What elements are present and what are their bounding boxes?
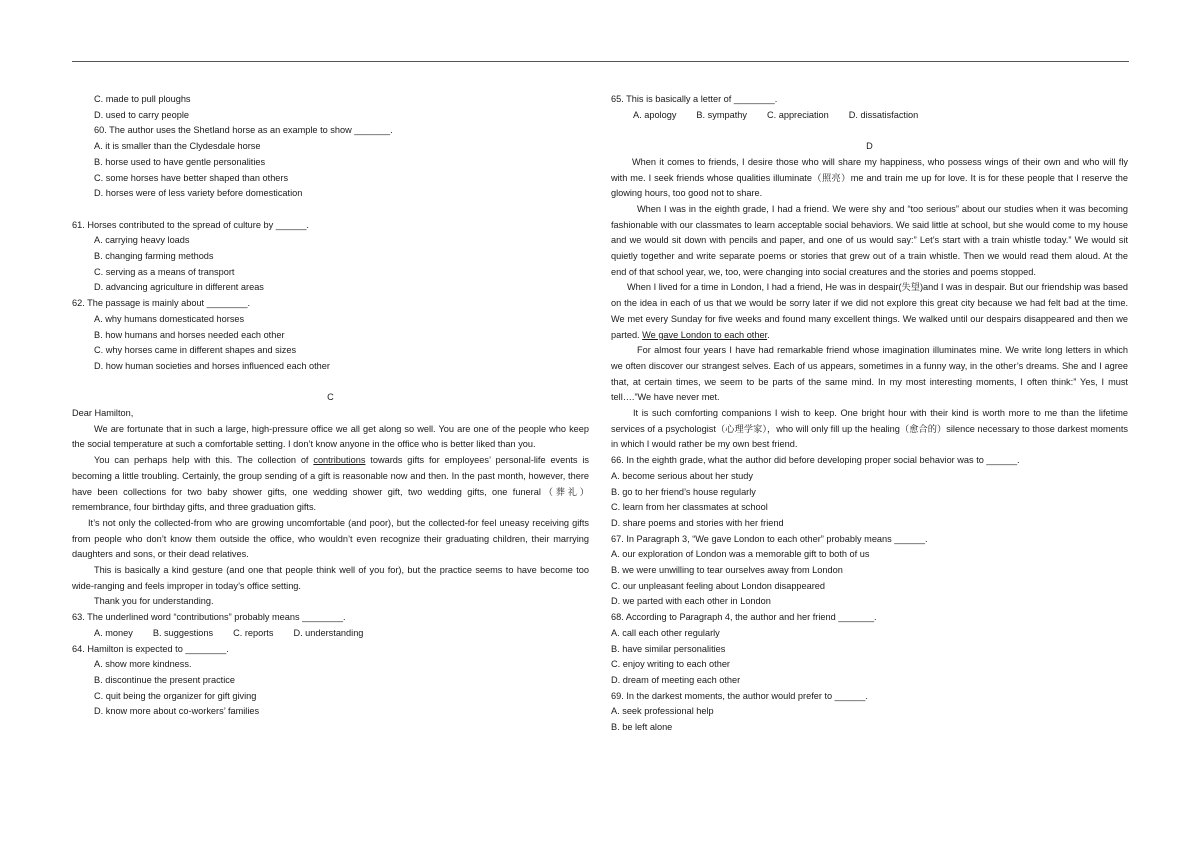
passage-c-paragraph-3: It’s not only the collected-from who are growing uncomfortable (and poor), but the collected-for feel uneasy receiving gifts from people who don’t know them outside the office, who wouldn’t even recognize their graduating children, their marrying daughters and sons, or their dead relatives. <box>72 517 589 560</box>
q59-option-c: C. made to pull ploughs <box>94 94 191 104</box>
q63-option-a: A. money <box>94 627 133 638</box>
q66-option-c: C. learn from her classmates at school <box>611 502 768 513</box>
q64-option-b: B. discontinue the present practice <box>94 674 235 685</box>
q69-option-a: A. seek professional help <box>611 706 714 717</box>
passage-d-paragraph-3: When I lived for a time in London, I had a friend, He was in despair(失望)and I was in despair. But our friendship was based on the idea in each of us that we would be sorry later if we did not explore this great city because we had felt bad at the time. We met every Sunday for five weeks and found many excellent things. We walked until our despairs disappeared and then we parted. We gave London to each other. <box>611 282 1128 340</box>
q68-option-b: B. have similar personalities <box>611 643 726 654</box>
q64-option-c: C. quit being the organizer for gift giving <box>94 690 257 701</box>
q63-stem: 63. The underlined word “contributions” probably means ________. <box>72 612 346 623</box>
letter-closing: Thank you for understanding. <box>94 596 214 607</box>
q69-option-b: B. be left alone <box>611 722 673 733</box>
q67-option-b: B. we were unwilling to tear ourselves away from London <box>611 565 843 576</box>
q69-stem: 69. In the darkest moments, the author would prefer to ______. <box>611 690 868 701</box>
q62-option-c: C. why horses came in different shapes and sizes <box>94 345 297 356</box>
passage-c-paragraph-4: This is basically a kind gesture (and one that people think well of you for), but the practice seems to have become too wide-ranging and feels improper in today’s office setting. <box>72 565 589 591</box>
q67-option-c: C. our unpleasant feeling about London disappeared <box>611 580 826 591</box>
q66-option-a: A. become serious about her study <box>611 470 753 481</box>
q65-options <box>611 108 1128 124</box>
q68-option-c: C. enjoy writing to each other <box>611 659 730 670</box>
left-column <box>72 92 589 720</box>
passage-d-label: D <box>866 141 873 152</box>
q68-option-a: A. call each other regularly <box>611 627 720 638</box>
q65-option-d: D. dissatisfaction <box>848 109 919 120</box>
q68-option-d: D. dream of meeting each other <box>611 675 741 685</box>
q61-option-c: C. serving as a means of transport <box>94 266 235 277</box>
q65-option-b: B. sympathy <box>696 109 747 120</box>
q63-option-d: D. understanding <box>293 627 364 638</box>
q66-stem: 66. In the eighth grade, what the author did before developing proper social behavior was to ______. <box>611 455 1020 466</box>
q67-option-a: A. our exploration of London was a memorable gift to both of us <box>611 549 870 560</box>
passage-c-label: C <box>327 392 334 403</box>
q64-option-a: A. show more kindness. <box>94 659 192 670</box>
q67-stem: 67. In Paragraph 3, “We gave London to each other” probably means ______. <box>611 533 928 544</box>
passage-d-paragraph-4: For almost four years I have had remarkable friend whose imagination illuminates mine. We write long letters in which we often discover our strangest selves. Each of us appears, sometimes in a funny way, in the other’s dreams. She and I agree that, at certain times, we seem to be parts of the same mind. In my most interesting moments, I often think:” Yes, I must tell….”We have never met. <box>611 345 1128 403</box>
q60-option-d: D. horses were of less variety before domestication <box>94 188 303 199</box>
q59-option-d: D. used to carry people <box>94 109 189 120</box>
q64-stem: 64. Hamilton is expected to ________. <box>72 643 229 654</box>
passage-c-paragraph-2: You can perhaps help with this. The collection of contributions towards gifts for employees’ personal-life events is becoming a little troubling. Certainly, the group sending of a gift is reasonable now and then. In the past month, however, there have been collections for two baby shower gifts, one wedding shower gift, two wedding gifts, one funeral（葬礼）remembrance, four birthday gifts, and three graduation gifts. <box>72 455 589 513</box>
q66-option-b: B. go to her friend’s house regularly <box>611 486 756 497</box>
q68-stem: 68. According to Paragraph 4, the author and her friend _______. <box>611 612 877 623</box>
underlined-phrase-gave-london: We gave London to each other <box>642 329 768 340</box>
underlined-word-contributions: contributions <box>313 455 366 466</box>
q60-stem: 60. The author uses the Shetland horse as an example to show _______. <box>94 125 393 136</box>
q63-option-b: B. suggestions <box>152 627 214 638</box>
letter-salutation: Dear Hamilton, <box>72 408 134 419</box>
q62-option-b: B. how humans and horses needed each other <box>94 329 285 340</box>
q62-option-a: A. why humans domesticated horses <box>94 313 245 324</box>
q67-option-d: D. we parted with each other in London <box>611 596 771 607</box>
q60-option-b: B. horse used to have gentle personalities <box>94 156 266 167</box>
q63-options <box>72 626 589 642</box>
q61-option-a: A. carrying heavy loads <box>94 235 190 246</box>
q65-stem: 65. This is basically a letter of ________. <box>611 94 778 104</box>
q61-option-b: B. changing farming methods <box>94 251 214 262</box>
passage-d-paragraph-1: When it comes to friends, I desire those who will share my happiness, who possess wings of their own and who will fly with me. I seek friends whose qualities illuminate（照亮）me and train me up for love. It is for these people that I reserve the glowing hours, too good not to share. <box>611 156 1128 199</box>
q66-option-d: D. share poems and stories with her friend <box>611 517 784 528</box>
q63-option-c: C. reports <box>233 627 274 638</box>
top-rule <box>72 61 1129 62</box>
q65-option-c: C. appreciation <box>766 109 829 120</box>
passage-c-paragraph-1: We are fortunate that in such a large, high-pressure office we all get along so well. You are one of the people who keep the social temperature at such a comfortable setting. I don’t know anyone in the office who is better liked than you. <box>72 423 589 450</box>
q62-option-d: D. how human societies and horses influenced each other <box>94 360 330 371</box>
passage-d-paragraph-2: When I was in the eighth grade, I had a friend. We were shy and “too serious” about our studies when it was becoming fashionable with our classmates to learn acceptable social behaviors. We said little at school, but she would come to my house and we would sit down with pencils and paper, and one of us would say:” Let’s start with a train whistle today.” We would sit quietly together and write separate poems or stories that grew out of a train whistle. Then we would read them aloud. At the end of that school year, we, too, were changing into social creatures and the stories and poems stopped. <box>611 203 1128 277</box>
q60-option-c: C. some horses have better shaped than others <box>94 172 289 183</box>
right-column <box>611 92 1128 736</box>
passage-d-paragraph-5: It is such comforting companions I wish to keep. One bright hour with their kind is worth more to me than the lifetime services of a psychologist（心理学家），who will only fill up the healing（愈合的）silence necessary to those darkest moments in which I would rather be my own best friend. <box>611 408 1128 450</box>
q60-option-a: A. it is smaller than the Clydesdale horse <box>94 141 261 152</box>
q62-stem: 62. The passage is mainly about ________. <box>72 298 251 309</box>
q64-option-d: D. know more about co-workers’ families <box>94 706 260 717</box>
q61-option-d: D. advancing agriculture in different areas <box>94 282 264 293</box>
q65-option-a: A. apology <box>633 109 677 120</box>
q61-stem: 61. Horses contributed to the spread of culture by ______. <box>72 219 309 230</box>
